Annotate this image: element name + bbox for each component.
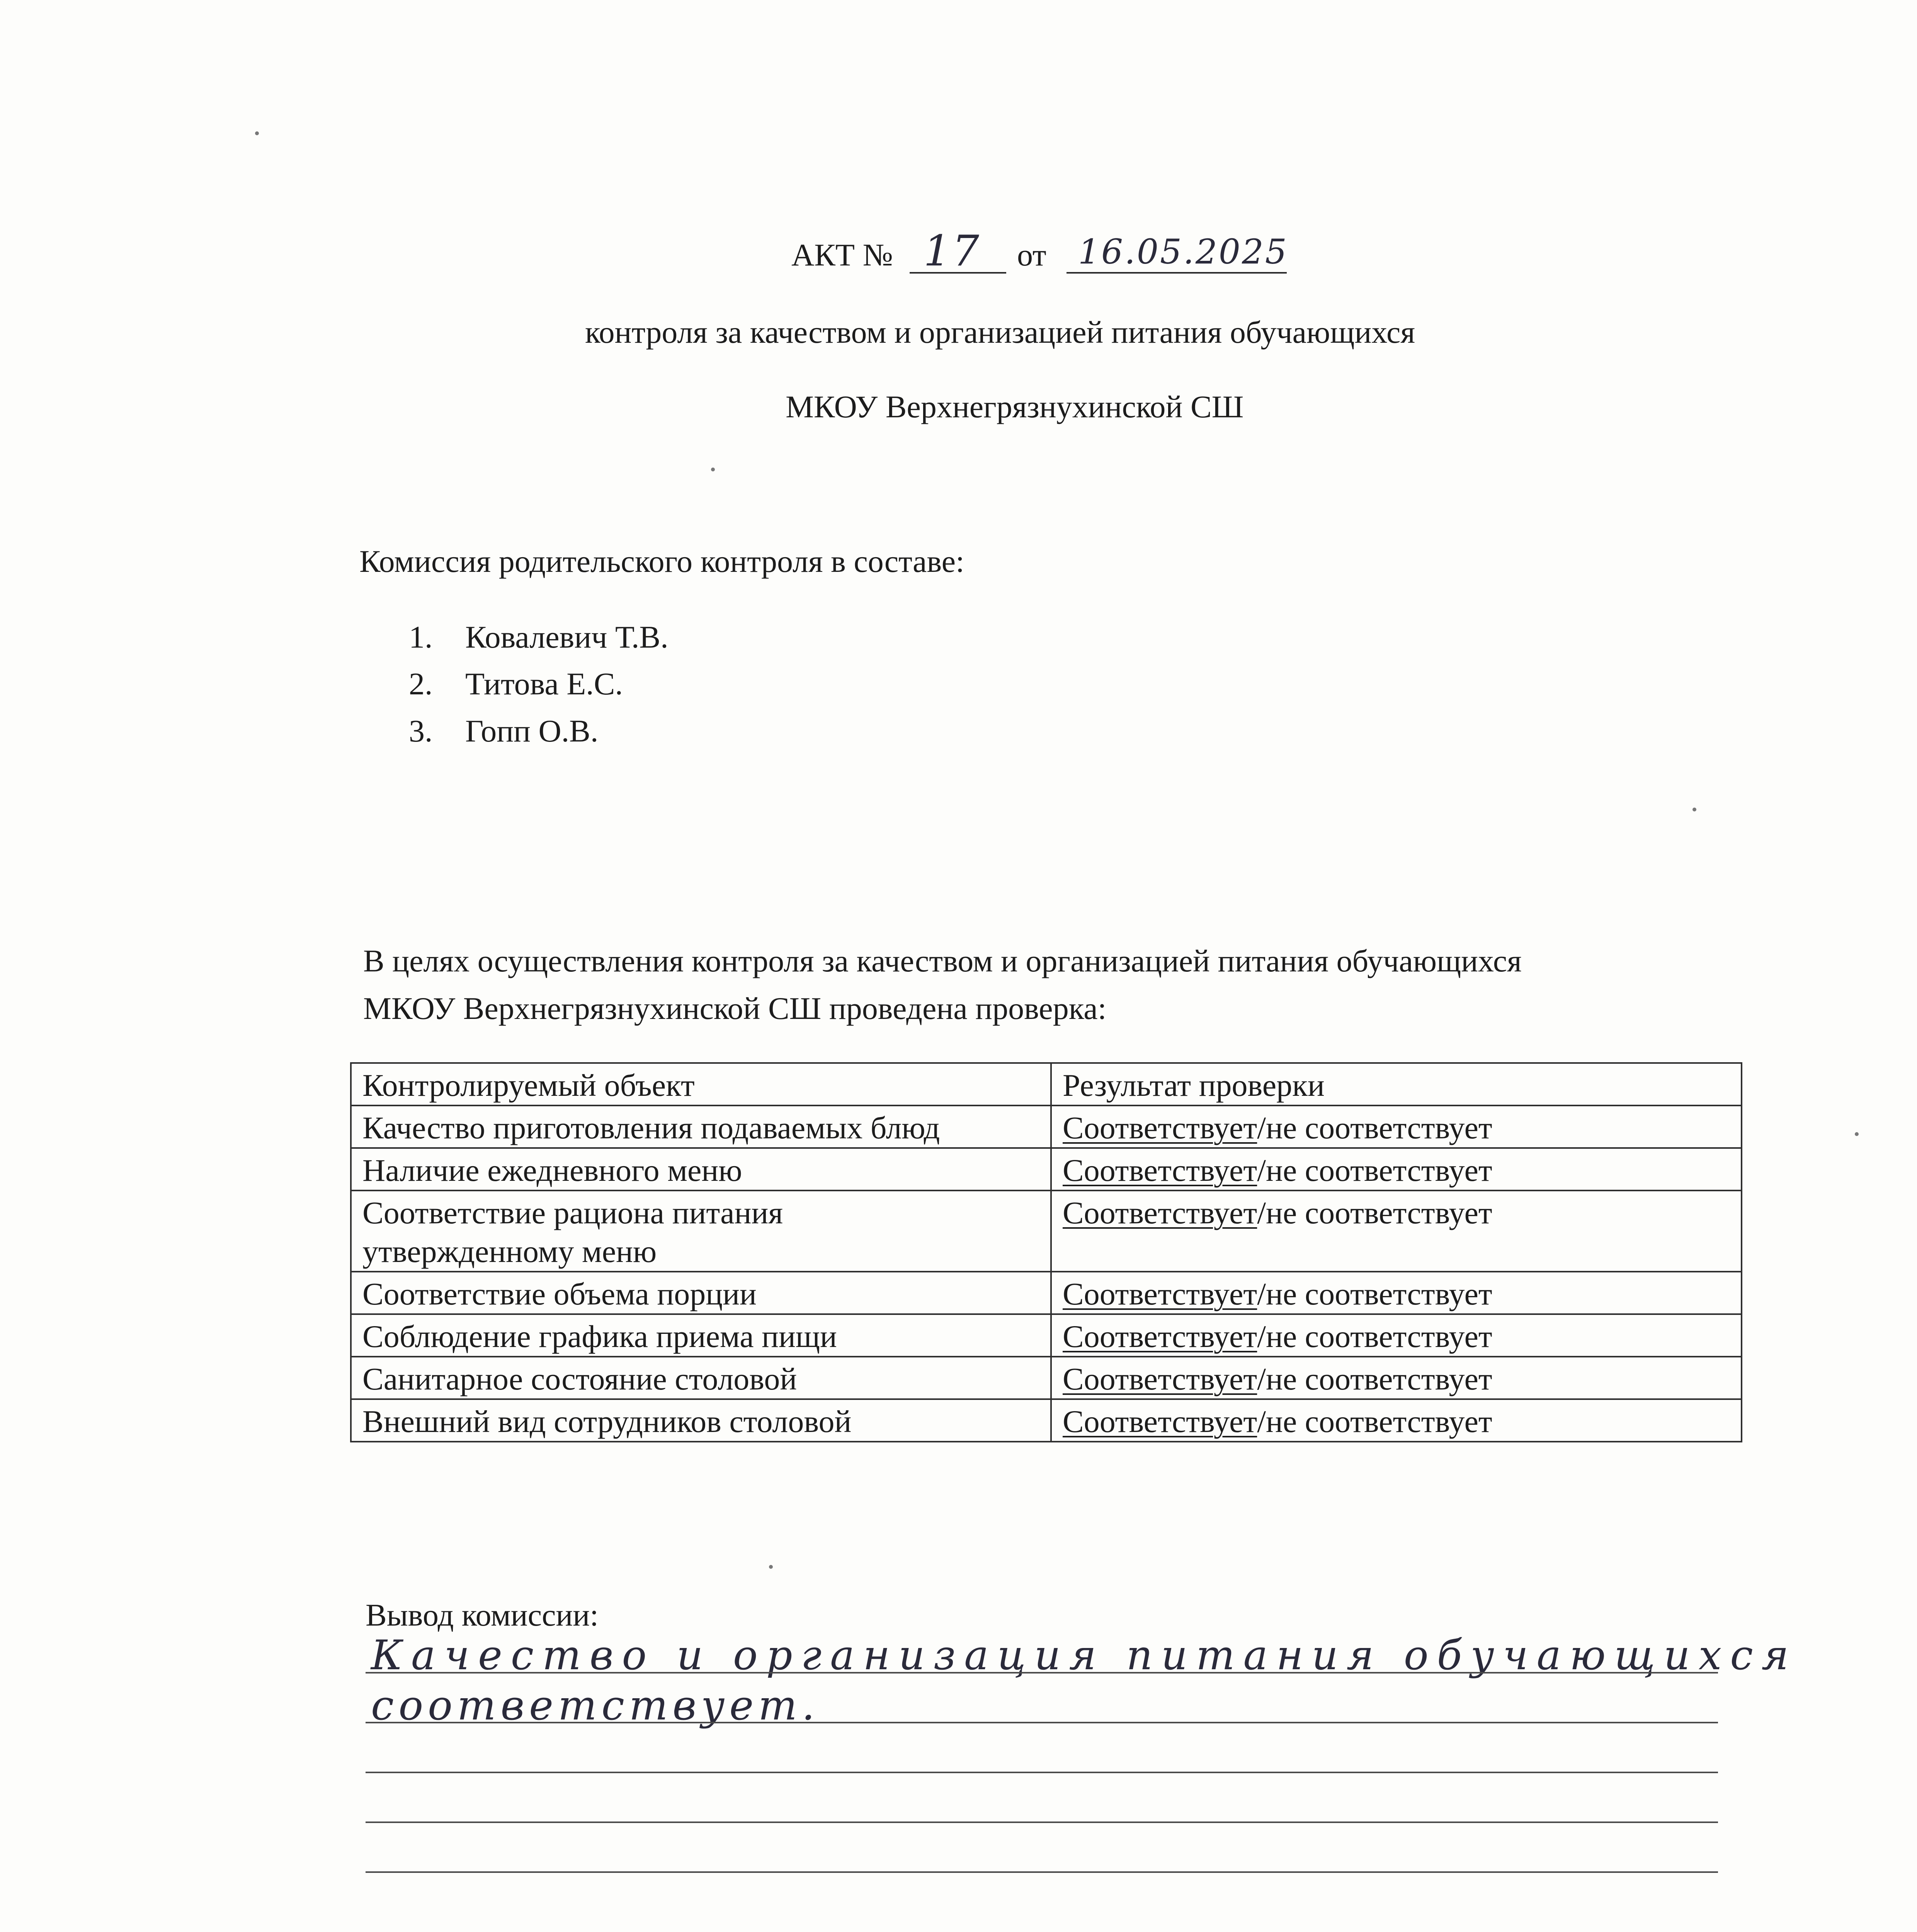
table-row bbox=[351, 1190, 1742, 1272]
column-header-result: Результат проверки bbox=[1051, 1063, 1742, 1105]
act-date-prefix: от bbox=[1017, 237, 1046, 272]
row-object: Качество приготовления подаваемых блюд bbox=[351, 1105, 1051, 1148]
table-row bbox=[351, 1399, 1742, 1442]
column-header-object: Контролируемый объект bbox=[351, 1063, 1051, 1105]
scan-speck bbox=[711, 468, 715, 471]
conclusion-rule bbox=[366, 1772, 1718, 1773]
row-result bbox=[1051, 1357, 1742, 1399]
school-name: МКОУ Верхнегрязнухинской СШ bbox=[786, 389, 1244, 424]
purpose-line-1: В целях осуществления контроля за качеством и организацией питания обучающихся bbox=[363, 943, 1522, 978]
scan-speck bbox=[1692, 808, 1696, 811]
row-object: Внешний вид сотрудников столовой bbox=[351, 1399, 1051, 1442]
result-alternative: /не соответствует bbox=[1257, 1110, 1492, 1145]
row-object: Соответствие объема порции bbox=[351, 1272, 1051, 1314]
row-result bbox=[1051, 1105, 1742, 1148]
inspection-table bbox=[350, 1062, 1742, 1442]
scan-speck bbox=[1855, 1132, 1859, 1136]
result-alternative: /не соответствует bbox=[1257, 1276, 1492, 1311]
result-selected: Соответствует bbox=[1063, 1110, 1257, 1145]
result-selected: Соответствует bbox=[1063, 1195, 1257, 1230]
result-selected: Соответствует bbox=[1063, 1404, 1257, 1439]
act-subtitle: контроля за качеством и организацией питания обучающихся bbox=[585, 315, 1415, 350]
row-result bbox=[1051, 1148, 1742, 1190]
row-result bbox=[1051, 1272, 1742, 1314]
member-name: Ковалевич Т.В. bbox=[465, 619, 668, 655]
member-name: Титова Е.С. bbox=[465, 666, 623, 701]
table-row bbox=[351, 1314, 1742, 1357]
commission-intro: Комиссия родительского контроля в составе: bbox=[359, 544, 964, 579]
row-object-line: утвержденному меню bbox=[362, 1234, 657, 1269]
result-selected: Соответствует bbox=[1063, 1276, 1257, 1311]
act-date-underline bbox=[1067, 272, 1287, 274]
conclusion-rule bbox=[366, 1871, 1718, 1873]
act-number-prefix: АКТ № bbox=[791, 237, 893, 272]
result-selected: Соответствует bbox=[1063, 1319, 1257, 1354]
row-result bbox=[1051, 1399, 1742, 1442]
table-row bbox=[351, 1272, 1742, 1314]
row-object: Соблюдение графика приема пищи bbox=[351, 1314, 1051, 1357]
result-selected: Соответствует bbox=[1063, 1153, 1257, 1188]
row-object bbox=[351, 1190, 1051, 1272]
table-row bbox=[351, 1148, 1742, 1190]
purpose-line-2: МКОУ Верхнегрязнухинской СШ проведена проверка: bbox=[363, 991, 1107, 1026]
member-name: Гопп О.В. bbox=[465, 713, 599, 748]
table-header-row bbox=[351, 1063, 1742, 1105]
result-alternative: /не соответствует bbox=[1257, 1153, 1492, 1188]
conclusion-rule bbox=[366, 1722, 1718, 1723]
result-alternative: /не соответствует bbox=[1257, 1195, 1492, 1230]
conclusion-handwritten-line-1: Качество и организация питания обучающихся bbox=[371, 1631, 1797, 1679]
result-alternative: /не соответствует bbox=[1257, 1404, 1492, 1439]
act-number-handwritten: 17 bbox=[924, 226, 981, 276]
member-number: 1. bbox=[409, 619, 433, 655]
member-number: 2. bbox=[409, 666, 433, 701]
act-date-handwritten: 16.05.2025 bbox=[1078, 232, 1288, 272]
scan-speck bbox=[769, 1565, 773, 1569]
row-result bbox=[1051, 1314, 1742, 1357]
row-object: Санитарное состояние столовой bbox=[351, 1357, 1051, 1399]
conclusion-rule bbox=[366, 1821, 1718, 1823]
result-alternative: /не соответствует bbox=[1257, 1361, 1492, 1396]
conclusion-rule bbox=[366, 1672, 1718, 1673]
conclusion-handwritten-line-2: соответствует. bbox=[371, 1682, 820, 1729]
table-row bbox=[351, 1105, 1742, 1148]
table-row bbox=[351, 1357, 1742, 1399]
conclusion-label: Вывод комиссии: bbox=[366, 1597, 599, 1633]
scan-speck bbox=[255, 131, 259, 135]
member-number: 3. bbox=[409, 713, 433, 748]
result-selected: Соответствует bbox=[1063, 1361, 1257, 1396]
row-object: Наличие ежедневного меню bbox=[351, 1148, 1051, 1190]
row-result bbox=[1051, 1190, 1742, 1272]
result-alternative: /не соответствует bbox=[1257, 1319, 1492, 1354]
row-object-line: Соответствие рациона питания bbox=[362, 1195, 783, 1230]
